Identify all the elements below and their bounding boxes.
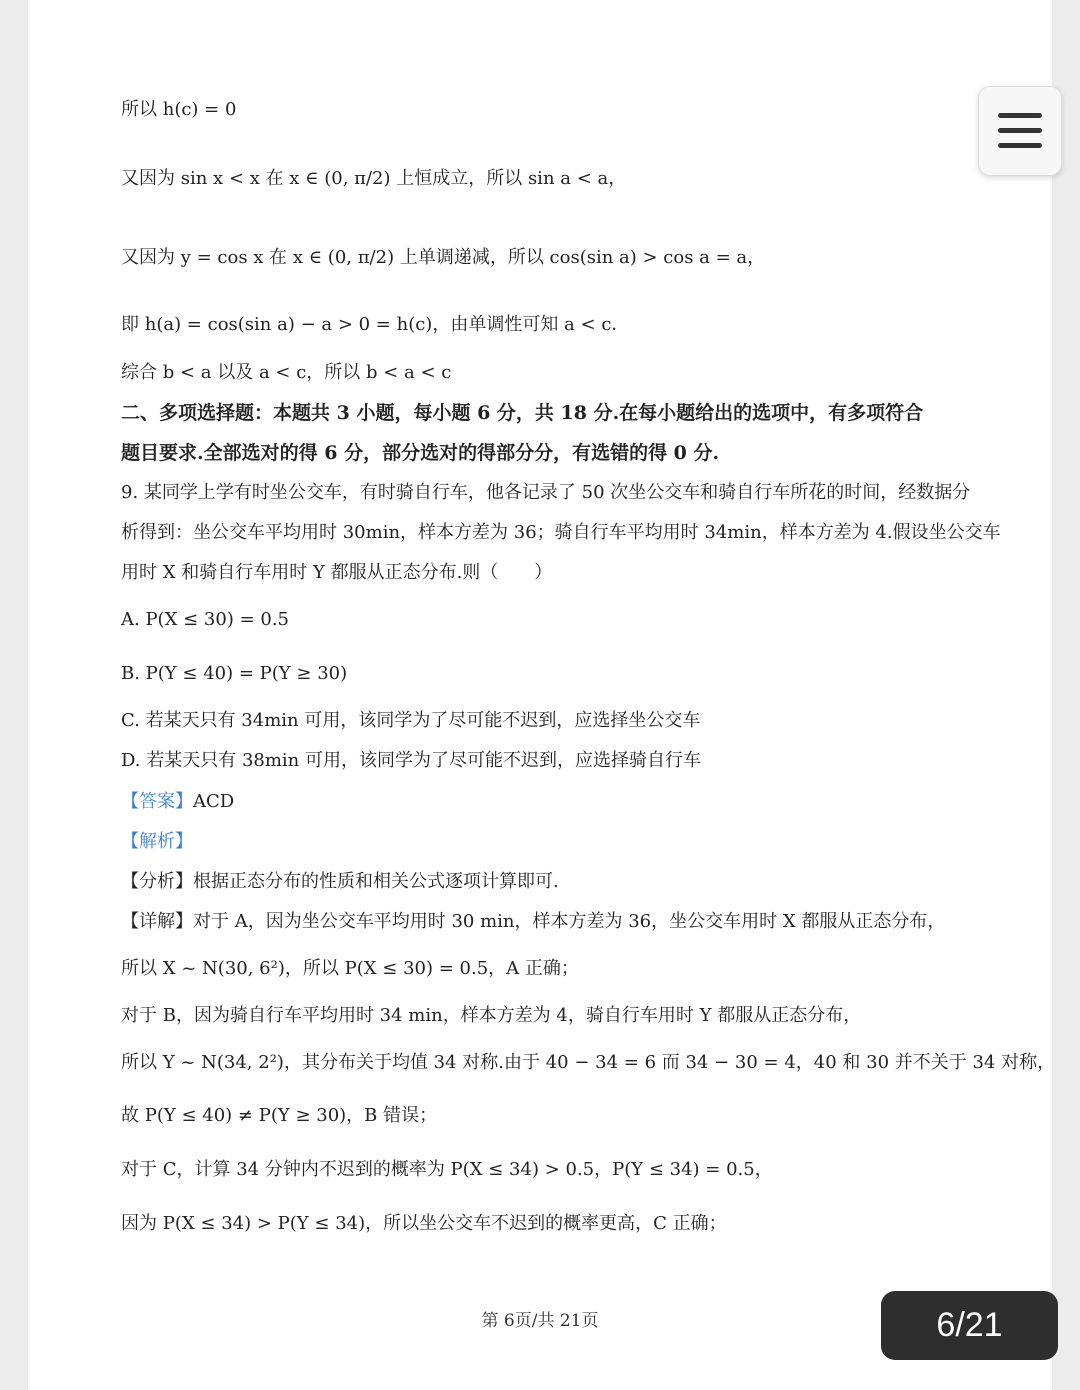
answer-value: ACD [193,791,235,812]
detail-row-7: 因为 P(X ≤ 34) > P(Y ≤ 34)，所以坐公交车不迟到的概率更高，C 正确； [121,1213,727,1234]
fenxi-text: 根据正态分布的性质和相关公式逐项计算即可. [193,871,559,892]
option-a: A. P(X ≤ 30) = 0.5 [121,609,289,630]
menu-button[interactable] [978,86,1062,176]
detail-row-2: 所以 X ~ N(30, 6²)，所以 P(X ≤ 30) = 0.5，A 正确； [121,958,579,979]
answer-row [121,787,980,817]
hamburger-icon-bar-bottom [998,143,1042,148]
analysis-row [121,827,980,857]
solution-line-3: 又因为 y = cos x 在 x ∈ (0, π/2) 上单调递减，所以 cos(sin a) > cos a = a， [121,247,766,268]
hamburger-icon-bar-middle [998,128,1042,133]
solution-line-5: 综合 b < a 以及 a < c，所以 b < a < c [121,362,452,383]
page-footer: 第 6页/共 21页 [481,1311,599,1331]
detail-row-3: 对于 B，因为骑自行车平均用时 34 min，样本方差为 4，骑自行车用时 Y 都服从正态分布， [121,1005,862,1026]
solution-line-2: 又因为 sin x < x 在 x ∈ (0, π/2) 上恒成立，所以 sin a < a， [121,168,627,189]
fenxi-tag: 【分析】 [121,871,193,892]
xiangjie-tag: 【详解】 [121,911,193,932]
option-c: C. 若某天只有 34min 可用，该同学为了尽可能不迟到，应选择坐公交车 [121,710,701,731]
analysis-tag: 【解析】 [121,831,193,852]
detail-text-1: 对于 A，因为坐公交车平均用时 30 min，样本方差为 36，坐公交车用时 X 都服从正态分布， [193,911,946,932]
detail-row-1 [121,907,980,937]
solution-line-1: 所以 h(c) = 0 [121,99,237,120]
hamburger-icon-bar-top [998,113,1042,118]
question-9-line-1: 9. 某同学上学有时坐公交车，有时骑自行车，他各记录了 50 次坐公交车和骑自行车所花的时间，经数据分 [121,482,971,503]
solution-line-4: 即 h(a) = cos(sin a) − a > 0 = h(c)，由单调性可知 a < c． [121,314,630,335]
answer-tag: 【答案】 [121,791,193,812]
option-b: B. P(Y ≤ 40) = P(Y ≥ 30) [121,663,348,684]
question-9-line-3: 用时 X 和骑自行车用时 Y 都服从正态分布.则（ ） [121,562,553,583]
option-d: D. 若某天只有 38min 可用，该同学为了尽可能不迟到，应选择骑自行车 [121,750,701,771]
page-indicator: 6/21 [881,1291,1058,1360]
detail-row-4: 所以 Y ~ N(34, 2²)，其分布关于均值 34 对称.由于 40 − 34 = 6 而 34 − 30 = 4，40 和 30 并不关于 34 对称， [121,1052,1056,1073]
fenxi-row [121,867,980,897]
detail-row-5: 故 P(Y ≤ 40) ≠ P(Y ≥ 30)，B 错误； [121,1105,438,1126]
section-heading-line-1: 二、多项选择题：本题共 3 小题，每小题 6 分，共 18 分.在每小题给出的选项中，有多项符合 [121,402,924,424]
section-heading-line-2: 题目要求.全部选对的得 6 分，部分选对的得部分分，有选错的得 0 分. [121,442,720,464]
question-9-line-2: 析得到：坐公交车平均用时 30min，样本方差为 36；骑自行车平均用时 34min，样本方差为 4.假设坐公交车 [121,522,1001,543]
detail-row-6: 对于 C，计算 34 分钟内不迟到的概率为 P(X ≤ 34) > 0.5，P(Y ≤ 34) = 0.5， [121,1159,773,1180]
